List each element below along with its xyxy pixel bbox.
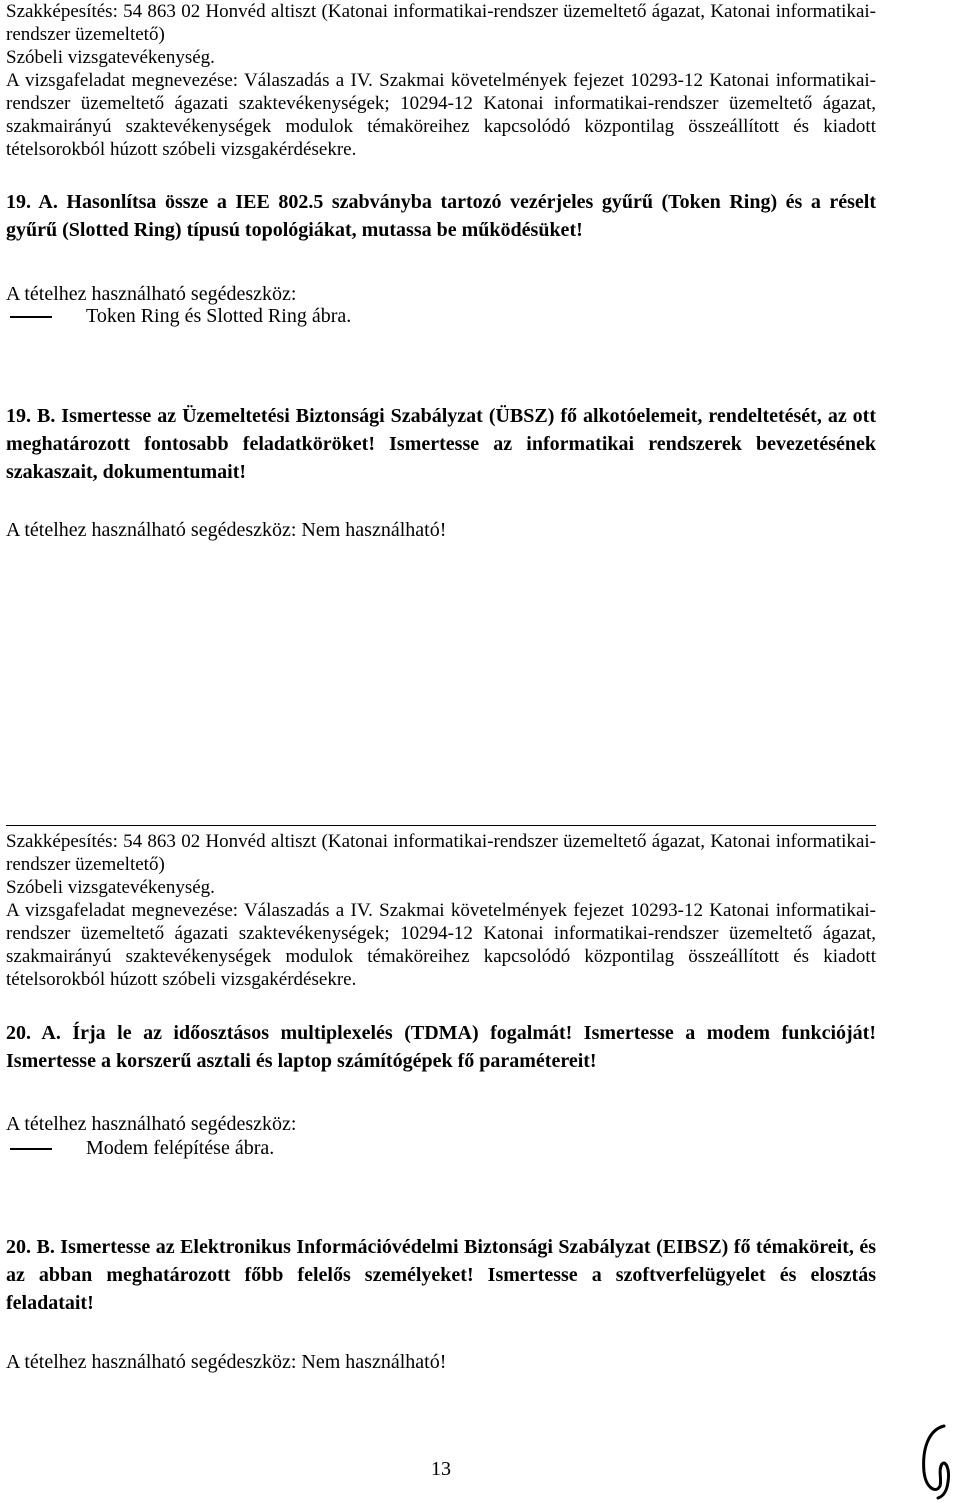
task-19a-aid-label: A tételhez használható segédeszköz: [6,283,297,305]
exam-activity-line: Szóbeli vizsgatevékenység. [6,47,215,68]
dash-bullet-icon [10,1148,52,1150]
task-20a: 20. A. Írja le az időosztásos multiplexelés (TDMA) fogalmát! Ismertesse a modem funkcióját! Ismertesse a korszerű asztali és laptop számítógépek fő paramétereit! [6,1022,876,1072]
task-20a-aid-item [6,1136,876,1160]
task-20a-aid-label: A tételhez használható segédeszköz: [6,1113,297,1135]
section-divider [6,825,876,826]
task-20a-aid-text: Modem felépítése ábra. [86,1137,275,1159]
task-20b: 20. B. Ismertesse az Elektronikus Információvédelmi Biztonsági Szabályzat (EIBSZ) fő témaköreit, és az abban meghatározott főbb felelős személyeket! Ismertesse a szoftverfelügyelet és elosztás feladatait! [6,1236,876,1314]
task-19a-aid-item [6,304,876,328]
exam-task-description: A vizsgafeladat megnevezése: Válaszadás a IV. Szakmai követelmények fejezet 10293-12 Katonai informatikai-rendszer üzemeltető ágazati szaktevékenységek; 10294-12 Katonai informatikai-rendszer üzemeltető ágazat, szakmairányú szaktevékenységek modulok témaköreihez kapcsolódó központilag összeállított és kiadott tételsorokból húzott szóbeli vizsgakérdésekre. [6,900,876,990]
dash-bullet-icon [10,316,52,318]
task-19b-aid-label: A tételhez használható segédeszköz: Nem használható! [6,519,447,541]
task-20b-aid-label: A tételhez használható segédeszköz: Nem használható! [6,1351,447,1373]
signature-icon [918,1420,954,1500]
task-19a: 19. A. Hasonlítsa össze a IEE 802.5 szabványba tartozó vezérjeles gyűrű (Token Ring) és a réselt gyűrű (Slotted Ring) típusú topológiákat, mutassa be működésüket! [6,191,876,241]
exam-header-1 [6,0,876,161]
exam-task-description: A vizsgafeladat megnevezése: Válaszadás a IV. Szakmai követelmények fejezet 10293-12 Katonai informatikai-rendszer üzemeltető ágazati szaktevékenységek; 10294-12 Katonai informatikai-rendszer üzemeltető ágazat, szakmairányú szaktevékenységek modulok témaköreihez kapcsolódó központilag összeállított és kiadott tételsorokból húzott szóbeli vizsgakérdésekre. [6,70,876,160]
qualification-line: Szakképesítés: 54 863 02 Honvéd altiszt (Katonai informatikai-rendszer üzemeltető ágazat, Katonai informatikai-rendszer üzemeltető) [6,831,876,875]
qualification-line: Szakképesítés: 54 863 02 Honvéd altiszt (Katonai informatikai-rendszer üzemeltető ágazat, Katonai informatikai-rendszer üzemeltető) [6,1,876,45]
exam-header-2 [6,830,876,991]
task-19a-aid-text: Token Ring és Slotted Ring ábra. [86,305,352,327]
exam-activity-line: Szóbeli vizsgatevékenység. [6,877,215,898]
page-number: 13 [431,1458,451,1480]
task-19b: 19. B. Ismertesse az Üzemeltetési Biztonsági Szabályzat (ÜBSZ) fő alkotóelemeit, rendeltetését, az ott meghatározott fontosabb feladatköröket! Ismertesse az informatikai rendszerek bevezetésének szakaszait, dokumentumait! [6,405,876,483]
